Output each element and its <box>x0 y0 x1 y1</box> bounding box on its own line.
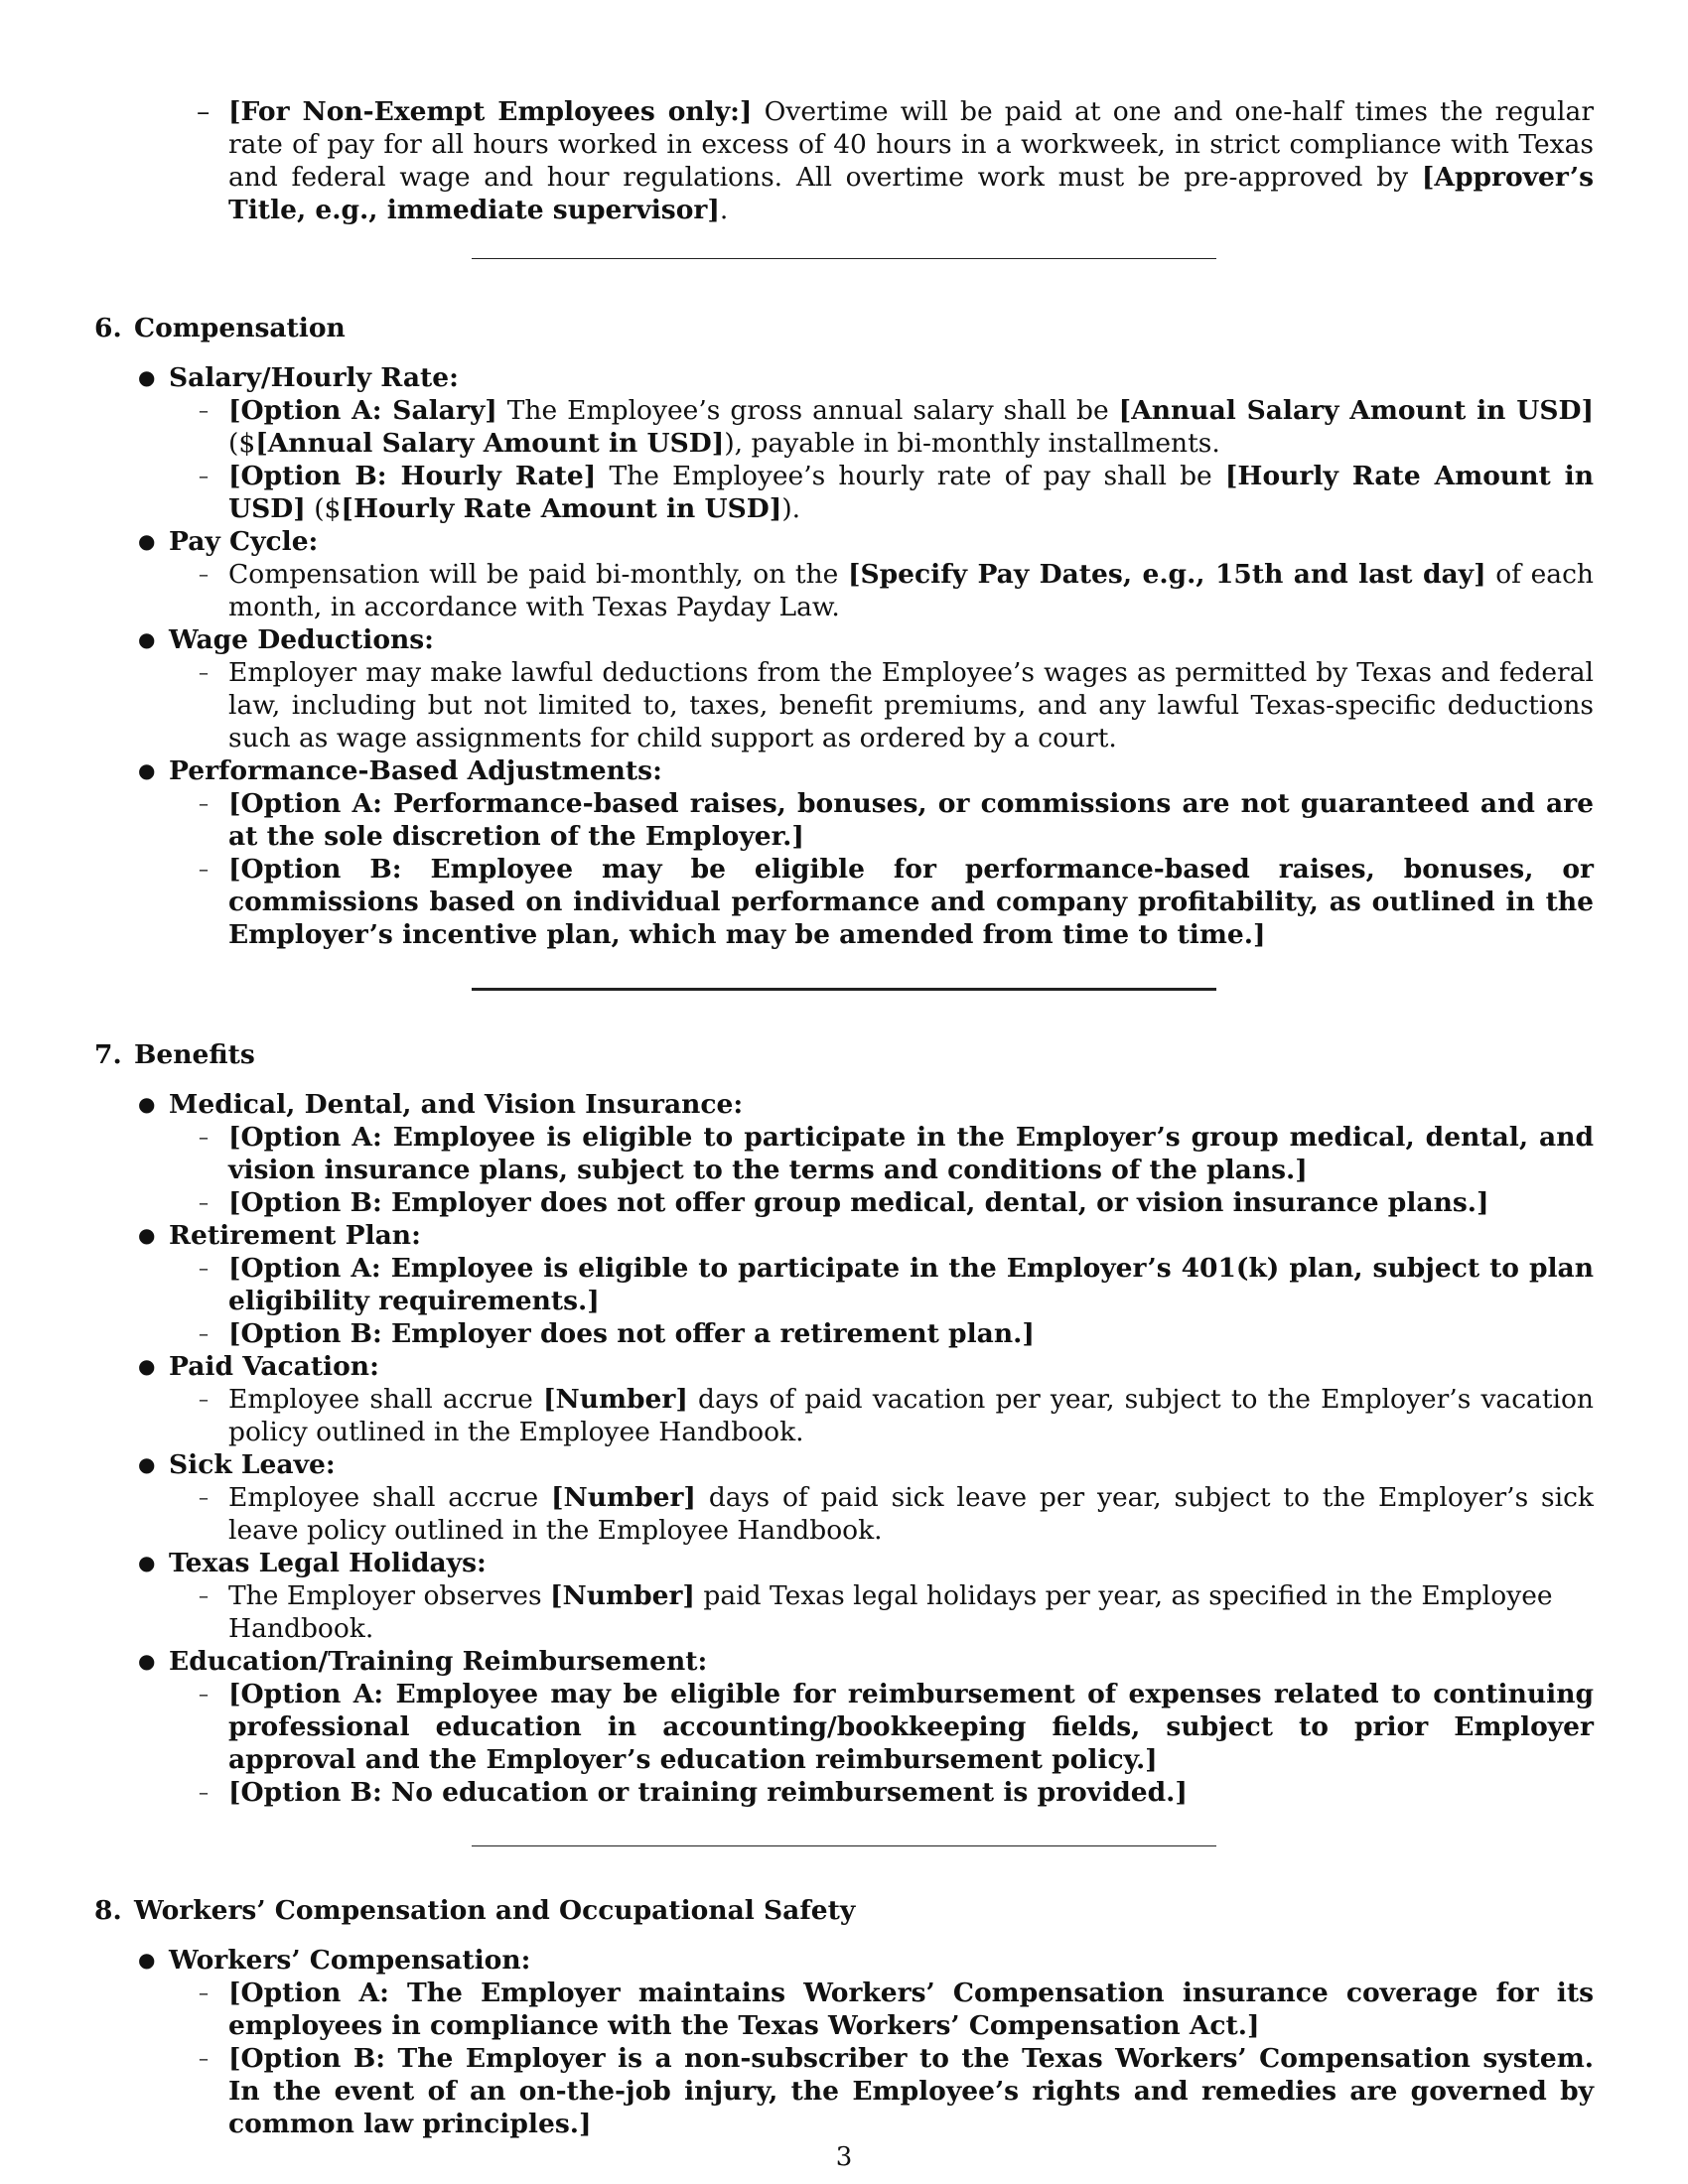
dash-marker: – <box>199 398 209 422</box>
dash-marker: – <box>199 1583 209 1607</box>
bullet-marker: ● <box>138 365 156 389</box>
section-divider <box>472 1845 1216 1846</box>
page-number: 3 <box>835 2142 853 2172</box>
performance-item <box>94 754 1594 951</box>
dash-marker: – <box>199 464 209 487</box>
dash-marker: – <box>199 1321 209 1345</box>
salary-option-a: – [Option A: Salary] The Employee’s gross annual salary shall be [Annual Salary Amount in USD] ($[Annual Salary Amount in USD]), payable in bi-monthly installments. <box>199 395 1594 459</box>
dash-marker: – <box>199 857 209 881</box>
bullet-marker: ● <box>138 1092 156 1116</box>
bullet-marker: ● <box>138 1551 156 1574</box>
pay-cycle-heading: Pay Cycle: <box>169 526 319 557</box>
section-7-title: 7. Benefits <box>94 1039 255 1070</box>
bullet-marker: ● <box>138 1452 156 1476</box>
dash-marker: – <box>199 1682 209 1706</box>
dash-marker: – <box>199 1980 209 2004</box>
vacation-heading: Paid Vacation: <box>169 1351 379 1382</box>
dash-marker: – <box>199 1387 209 1411</box>
dash-marker: – <box>199 1125 209 1149</box>
section-6-title: 6. Compensation <box>94 313 346 343</box>
approver-placeholder: [Approver’s Title, e.g., immediate supervisor] <box>228 162 1594 225</box>
retirement-heading: Retirement Plan: <box>169 1220 421 1251</box>
dash-marker: – <box>199 562 209 586</box>
wage-deductions-item <box>94 623 1594 754</box>
section-8-title: 8. Workers’ Compensation and Occupational Safety <box>94 1895 856 1926</box>
retirement-option-a: – [Option A: Employee is eligible to participate in the Employer’s 401(k) plan, subject to plan eligibility requirements.] <box>199 1253 1594 1316</box>
bullet-marker: ● <box>138 627 156 651</box>
sick-days-placeholder: [Number] <box>551 1482 696 1513</box>
education-option-b: – [Option B: No education or training reimbursement is provided.] <box>199 1777 1188 1808</box>
section-6-list <box>94 361 1594 951</box>
performance-option-b: – [Option B: Employee may be eligible for performance-based raises, bonuses, or commissions based on individual performance and company profitability, as outlined in the Employer’s incentive plan, which may be amended from time to time.] <box>199 854 1594 950</box>
bullet-marker: ● <box>138 1223 156 1247</box>
hourly-rate-placeholder: [Hourly Rate Amount in USD] <box>228 461 1594 524</box>
medical-option-b: – [Option B: Employer does not offer group medical, dental, or vision insurance plans.] <box>199 1187 1489 1218</box>
bullet-marker: ● <box>138 1649 156 1673</box>
pay-dates-placeholder: [Specify Pay Dates, e.g., 15th and last day] <box>847 559 1486 590</box>
document-body <box>94 95 1594 2140</box>
dash-marker: – <box>199 1780 209 1804</box>
retirement-option-b: – [Option B: Employer does not offer a retirement plan.] <box>199 1318 1035 1349</box>
dash-marker: – <box>199 2046 209 2070</box>
workers-comp-option-a: – [Option A: The Employer maintains Workers’ Compensation insurance coverage for its employees in compliance with the Texas Workers’ Compensation Act.] <box>199 1978 1594 2041</box>
performance-option-a: – [Option A: Performance-based raises, bonuses, or commissions are not guaranteed and are at the sole discretion of the Employer.] <box>199 788 1594 852</box>
workers-comp-item <box>94 1944 1594 2140</box>
dash-marker: – <box>199 1485 209 1509</box>
retirement-item <box>94 1219 1594 1350</box>
holidays-item <box>94 1547 1594 1645</box>
dash-marker: – <box>199 1190 209 1214</box>
dash-marker: – <box>199 1256 209 1280</box>
annual-salary-placeholder: [Annual Salary Amount in USD] <box>1118 395 1594 426</box>
dash-marker: – <box>197 96 211 127</box>
medical-option-a: – [Option A: Employee is eligible to participate in the Employer’s group medical, dental, and vision insurance plans, subject to the terms and conditions of the plans.] <box>199 1122 1594 1185</box>
performance-heading: Performance-Based Adjustments: <box>169 755 662 786</box>
sick-leave-text: – Employee shall accrue [Number] days of paid sick leave per year, subject to the Employer’s sick leave policy outlined in the Employee Handbook. <box>199 1482 1594 1546</box>
sick-leave-item <box>94 1448 1594 1547</box>
medical-item <box>94 1088 1594 1219</box>
wage-deductions-text: – Employer may make lawful deductions from the Employee’s wages as permitted by Texas and federal law, including but not limited to, taxes, benefit premiums, and any lawful Texas-specific deductions such as wage assignments for child support as ordered by a court. <box>199 657 1594 753</box>
bullet-marker: ● <box>138 529 156 553</box>
overtime-text: Overtime will be paid at one and one-half times the regular rate of pay for all hours worked in excess of 40 hours in a workweek, in strict compliance with Texas and federal wage and hour regulations. All overtime work must be pre-approved by <box>228 96 1594 193</box>
holidays-text: – The Employer observes [Number] paid Texas legal holidays per year, as specified in the Employee Handbook. <box>199 1580 1553 1644</box>
vacation-item <box>94 1350 1594 1448</box>
section-7-list <box>94 1088 1594 1809</box>
salary-option-b: – [Option B: Hourly Rate] The Employee’s hourly rate of pay shall be [Hourly Rate Amount in USD] ($[Hourly Rate Amount in USD]). <box>199 461 1594 524</box>
vacation-days-placeholder: [Number] <box>542 1384 688 1415</box>
medical-heading: Medical, Dental, and Vision Insurance: <box>169 1089 744 1120</box>
pay-cycle-item <box>94 525 1594 623</box>
section-divider <box>472 258 1216 259</box>
bullet-marker: ● <box>138 1354 156 1378</box>
dash-marker: – <box>199 660 209 684</box>
salary-heading: Salary/Hourly Rate: <box>169 362 459 393</box>
overtime-clause: – [For Non-Exempt Employees only:] Overtime will be paid at one and one-half times the regular rate of pay for all hours worked in excess of 40 hours in a workweek, in strict compliance with Texas and federal wage and hour regulations. All overtime work must be pre-approved by [Approver’s Title, e.g., immediate supervisor]. <box>197 96 1594 225</box>
workers-comp-heading: Workers’ Compensation: <box>169 1945 531 1976</box>
wage-deductions-heading: Wage Deductions: <box>169 624 434 655</box>
section-8-list <box>94 1944 1594 2140</box>
bullet-marker: ● <box>138 758 156 782</box>
education-option-a: – [Option A: Employee may be eligible for reimbursement of expenses related to continuing professional education in accounting/bookkeeping fields, subject to prior Employer approval and the Employer’s education reimbursement policy.] <box>199 1679 1594 1775</box>
section-divider <box>472 988 1216 991</box>
holidays-heading: Texas Legal Holidays: <box>169 1548 487 1578</box>
pay-cycle-text: – Compensation will be paid bi-monthly, on the [Specify Pay Dates, e.g., 15th and last day] of each month, in accordance with Texas Payday Law. <box>199 559 1595 622</box>
vacation-text: – Employee shall accrue [Number] days of paid vacation per year, subject to the Employer’s vacation policy outlined in the Employee Handbook. <box>199 1384 1595 1447</box>
non-exempt-label: [For Non-Exempt Employees only:] <box>228 96 753 127</box>
holidays-number-placeholder: [Number] <box>550 1580 695 1611</box>
workers-comp-option-b: – [Option B: The Employer is a non-subscriber to the Texas Workers’ Compensation system. In the event of an on-the-job injury, the Employee’s rights and remedies are governed by common law principles.] <box>199 2043 1594 2139</box>
bullet-marker: ● <box>138 1948 156 1972</box>
education-heading: Education/Training Reimbursement: <box>169 1646 708 1677</box>
salary-item <box>94 361 1594 525</box>
sick-leave-heading: Sick Leave: <box>169 1449 336 1480</box>
dash-marker: – <box>199 791 209 815</box>
education-item <box>94 1645 1594 1809</box>
